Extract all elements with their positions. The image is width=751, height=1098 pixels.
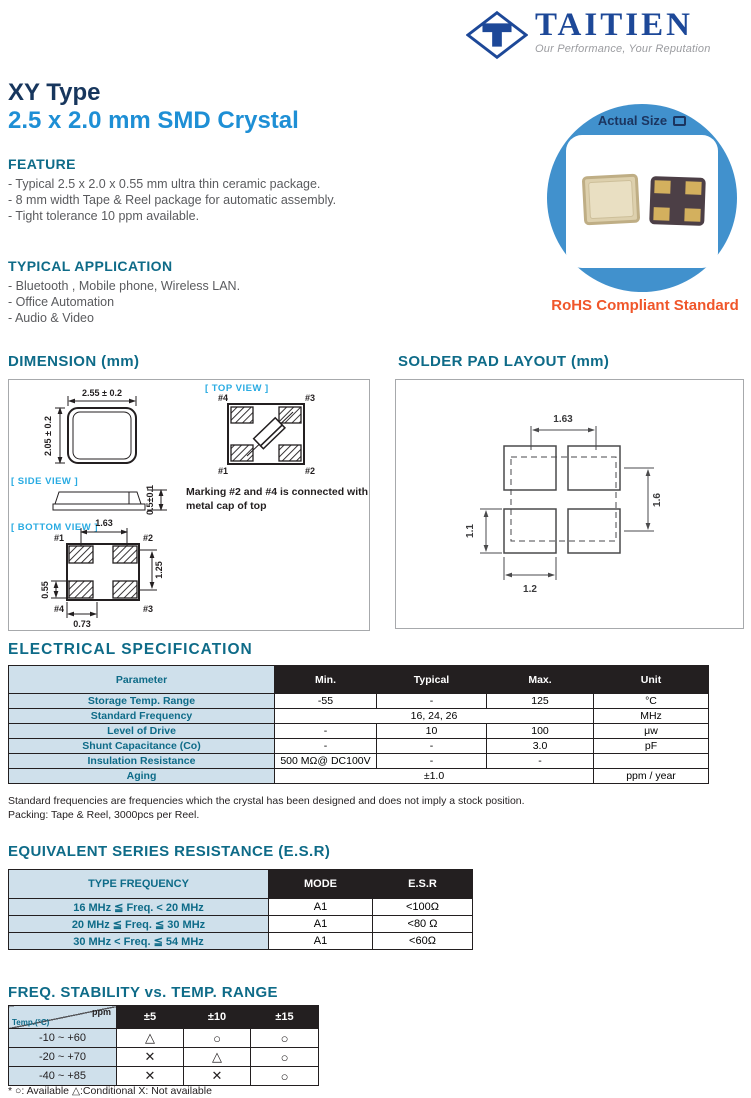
table-notes: Standard frequencies are frequencies which the crystal has been designed and does not imply a stock position. Packing: Tape & Reel, 3000pcs per Reel. — [8, 795, 525, 821]
actual-size-text: Actual Size — [597, 113, 668, 128]
application-heading: TYPICAL APPLICATION — [8, 258, 173, 274]
marking-note: Marking #2 and #4 is connected with metal cap of top — [186, 486, 369, 513]
package-outline — [68, 408, 136, 463]
dim-pad-width: 0.73 — [73, 619, 91, 629]
actual-size-box-icon — [673, 116, 686, 126]
bottom-view-label: [ BOTTOM VIEW ] — [11, 522, 99, 533]
electrical-spec-table — [8, 665, 709, 784]
table-row: -40 ~ +85 ✕ ✕ ○ — [9, 1067, 319, 1086]
table-row: Storage Temp. Range -55 - 125 °C — [9, 694, 709, 709]
table-header-row — [9, 870, 473, 899]
col-parameter: Parameter — [9, 666, 275, 694]
col-min: Min. — [275, 666, 377, 694]
corner-cell — [9, 1006, 117, 1029]
col-type-frequency: TYPE FREQUENCY — [9, 870, 269, 899]
table-row: Shunt Capacitance (Co) - - 3.0 pF — [9, 739, 709, 754]
dim-body-height: 2.05 ± 0.2 — [43, 416, 53, 456]
pad-pitch-h: 1.63 — [553, 414, 573, 425]
col-typical: Typical — [377, 666, 487, 694]
top-view-label: [ TOP VIEW ] — [205, 383, 269, 394]
corner-temp: Temp.(°C) — [12, 1018, 50, 1027]
svg-text:#4: #4 — [217, 393, 229, 403]
application-section — [8, 258, 240, 326]
page-title — [8, 79, 299, 134]
table-row: -20 ~ +70 ✕ △ ○ — [9, 1048, 319, 1067]
logo-tagline: Our Performance, Your Reputation — [535, 43, 711, 56]
legend-footnote: * ○: Available △:Conditional X: Not available — [8, 1085, 212, 1097]
col-pm15: ±15 — [251, 1006, 319, 1029]
svg-text:#2: #2 — [304, 466, 316, 476]
stability-table — [8, 1005, 319, 1086]
bottom-view-drawing — [51, 518, 157, 618]
svg-text:#3: #3 — [142, 604, 154, 614]
pad-height: 1.1 — [465, 524, 476, 538]
actual-size-badge — [547, 104, 737, 292]
esr-heading: EQUIVALENT SERIES RESISTANCE (E.S.R) — [8, 843, 331, 860]
feature-item: - 8 mm width Tape & Reel package for automatic assembly. — [8, 193, 337, 207]
svg-text:#3: #3 — [304, 393, 316, 403]
crystal-photo-panel — [566, 135, 718, 268]
table-row: -10 ~ +60 △ ○ ○ — [9, 1029, 319, 1048]
solder-pad-heading: SOLDER PAD LAYOUT (mm) — [398, 353, 610, 370]
svg-text:1.63: 1.63 — [95, 518, 113, 528]
table-row: Level of Drive - 10 100 μw — [9, 724, 709, 739]
application-item: - Office Automation — [8, 295, 115, 309]
dim-pad-height: 0.55 — [40, 581, 50, 599]
crystal-bottom-photo — [649, 176, 706, 226]
table-row: Insulation Resistance 500 MΩ@ DC100V - - — [9, 754, 709, 769]
product-subtitle: 2.5 x 2.0 mm SMD Crystal — [8, 106, 299, 134]
application-item: - Bluetooth , Mobile phone, Wireless LAN. — [8, 279, 241, 293]
table-row: 20 MHz ≦ Freq. ≦ 30 MHz A1 <80 Ω — [9, 916, 473, 933]
dim-thickness: 0.5±0.1 — [145, 485, 155, 515]
table-row: Standard Frequency 16, 24, 26 MHz — [9, 709, 709, 724]
feature-item: - Typical 2.5 x 2.0 x 0.55 mm ultra thin ceramic package. — [8, 177, 321, 191]
table-header-row — [9, 666, 709, 694]
dim-body-width: 2.55 ± 0.2 — [82, 388, 122, 398]
pad-pitch-v: 1.6 — [652, 493, 663, 507]
top-view-drawing — [218, 393, 315, 476]
solder-pad-diagram — [396, 380, 743, 628]
table-row: 16 MHz ≦ Freq. < 20 MHz A1 <100Ω — [9, 899, 473, 916]
solder-dim-lines — [480, 426, 654, 580]
taitien-diamond-icon — [466, 10, 528, 60]
solder-pad-diagram-box — [395, 379, 744, 629]
table-row: Aging ±1.0 ppm / year — [9, 769, 709, 784]
crystal-top-photo — [582, 174, 640, 226]
svg-text:#1: #1 — [53, 533, 65, 543]
svg-text:#1: #1 — [217, 466, 229, 476]
col-unit: Unit — [594, 666, 709, 694]
application-item: - Audio & Video — [8, 311, 94, 325]
feature-item: - Tight tolerance 10 ppm available. — [8, 209, 200, 223]
side-view-label: [ SIDE VIEW ] — [11, 476, 79, 487]
stability-heading: FREQ. STABILITY vs. TEMP. RANGE — [8, 984, 278, 1001]
col-pm10: ±10 — [184, 1006, 251, 1029]
taitien-logo — [466, 7, 711, 60]
feature-heading: FEATURE — [8, 156, 76, 172]
actual-size-label — [547, 113, 737, 128]
col-esr: E.S.R — [373, 870, 473, 899]
rohs-compliance-label: RoHS Compliant Standard — [551, 297, 739, 314]
table-row: 30 MHz < Freq. ≦ 54 MHz A1 <60Ω — [9, 933, 473, 950]
col-pm5: ±5 — [117, 1006, 184, 1029]
col-max: Max. — [487, 666, 594, 694]
svg-text:#2: #2 — [142, 533, 154, 543]
dimension-heading: DIMENSION (mm) — [8, 353, 140, 370]
solder-pads — [504, 446, 620, 553]
electrical-heading: ELECTRICAL SPECIFICATION — [8, 641, 253, 658]
svg-text:#4: #4 — [53, 604, 65, 614]
pad-width: 1.2 — [523, 584, 537, 595]
logo-name: TAITIEN — [535, 7, 693, 43]
product-type: XY Type — [8, 79, 101, 106]
col-mode: MODE — [269, 870, 373, 899]
table-header-row — [9, 1006, 319, 1029]
dim-pad-pitch-v: 1.25 — [154, 561, 164, 579]
feature-section — [8, 156, 336, 224]
esr-table — [8, 869, 473, 950]
corner-ppm: ppm — [92, 1007, 111, 1017]
